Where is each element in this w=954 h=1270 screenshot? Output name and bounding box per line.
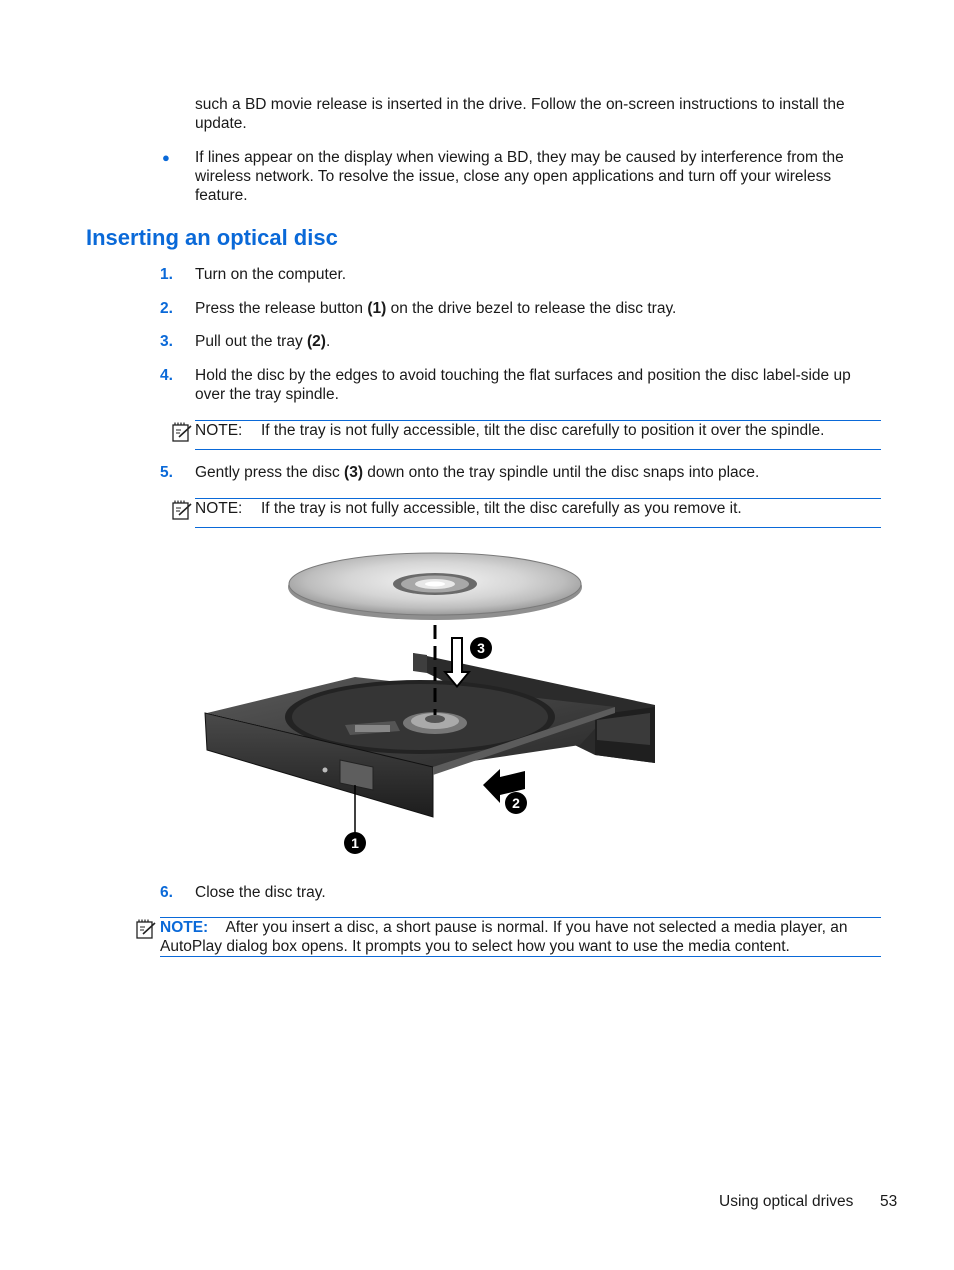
intro-continuation: such a BD movie release is inserted in the drive. Follow the on-screen instructions to install the update. <box>195 96 845 132</box>
step-callout-ref: (2) <box>307 333 326 350</box>
step-3-text <box>195 332 885 351</box>
step-number: 6. <box>160 884 173 901</box>
step-1-text <box>195 265 885 284</box>
callout-2-label: 2 <box>512 795 520 811</box>
note-text: If the tray is not fully accessible, tilt the disc carefully to position it over the spindle. <box>261 422 825 439</box>
step-callout-ref: (3) <box>344 464 363 481</box>
step-number: 5. <box>160 464 173 481</box>
callout-2-badge <box>505 792 527 814</box>
step-number: 1. <box>160 266 173 283</box>
step-text: Gently press the disc <box>195 464 345 481</box>
note-label: NOTE: <box>160 919 209 936</box>
step-text: on the drive bezel to release the disc tray. <box>386 300 677 317</box>
step-text: . <box>325 333 331 350</box>
bullet-marker: ● <box>162 150 170 165</box>
callout-3-label: 3 <box>477 640 485 656</box>
step-callout-ref: (1) <box>367 300 387 317</box>
step-4-text <box>195 366 885 404</box>
step-text: Turn on the computer. <box>195 266 347 283</box>
step-text: Hold the disc by the edges to avoid touching the flat surfaces and position the disc label-side up over the tray spindle. <box>195 367 851 403</box>
callout-3-badge <box>470 637 492 659</box>
drive-tray-illustration <box>205 653 655 817</box>
note-pad-icon <box>171 499 193 521</box>
callout-1-label: 1 <box>351 835 359 851</box>
bullet-text: If lines appear on the display when viewing a BD, they may be caused by interference from the wireless network. To resolve the issue, close any open applications and turn off your wireless feature. <box>195 149 844 204</box>
step-text: Close the disc tray. <box>195 884 326 901</box>
footer-page-number: 53 <box>880 1193 898 1210</box>
step-text: Pull out the tray <box>195 333 308 350</box>
disc-illustration <box>288 553 582 620</box>
step-2-text <box>195 299 885 318</box>
note-label: NOTE: <box>195 422 243 439</box>
note-pad-icon <box>171 421 193 443</box>
note-text: After you insert a disc, a short pause is normal. If you have not selected a media player, an AutoPlay dialog box opens. It prompts you to select how you want to use the media content. <box>160 919 848 955</box>
step-6-text <box>195 883 885 902</box>
step-text: down onto the tray spindle until the disc snaps into place. <box>363 464 760 481</box>
note-content <box>160 918 881 956</box>
step-number: 2. <box>160 300 173 317</box>
note-box <box>195 420 881 450</box>
step-5-text <box>195 463 885 482</box>
note-text: If the tray is not fully accessible, tilt the disc carefully as you remove it. <box>261 500 742 517</box>
section-title: Inserting an optical disc <box>86 225 338 250</box>
note-box <box>195 498 881 528</box>
note-label: NOTE: <box>195 500 243 517</box>
optical-drive-figure <box>195 545 665 865</box>
step-text: Press the release button <box>195 300 368 317</box>
note-box <box>160 917 881 957</box>
note-pad-icon <box>135 918 157 940</box>
callout-1-badge <box>344 832 366 854</box>
step-number: 3. <box>160 333 173 350</box>
footer-section-name: Using optical drives <box>719 1193 854 1210</box>
step-number: 4. <box>160 367 173 384</box>
